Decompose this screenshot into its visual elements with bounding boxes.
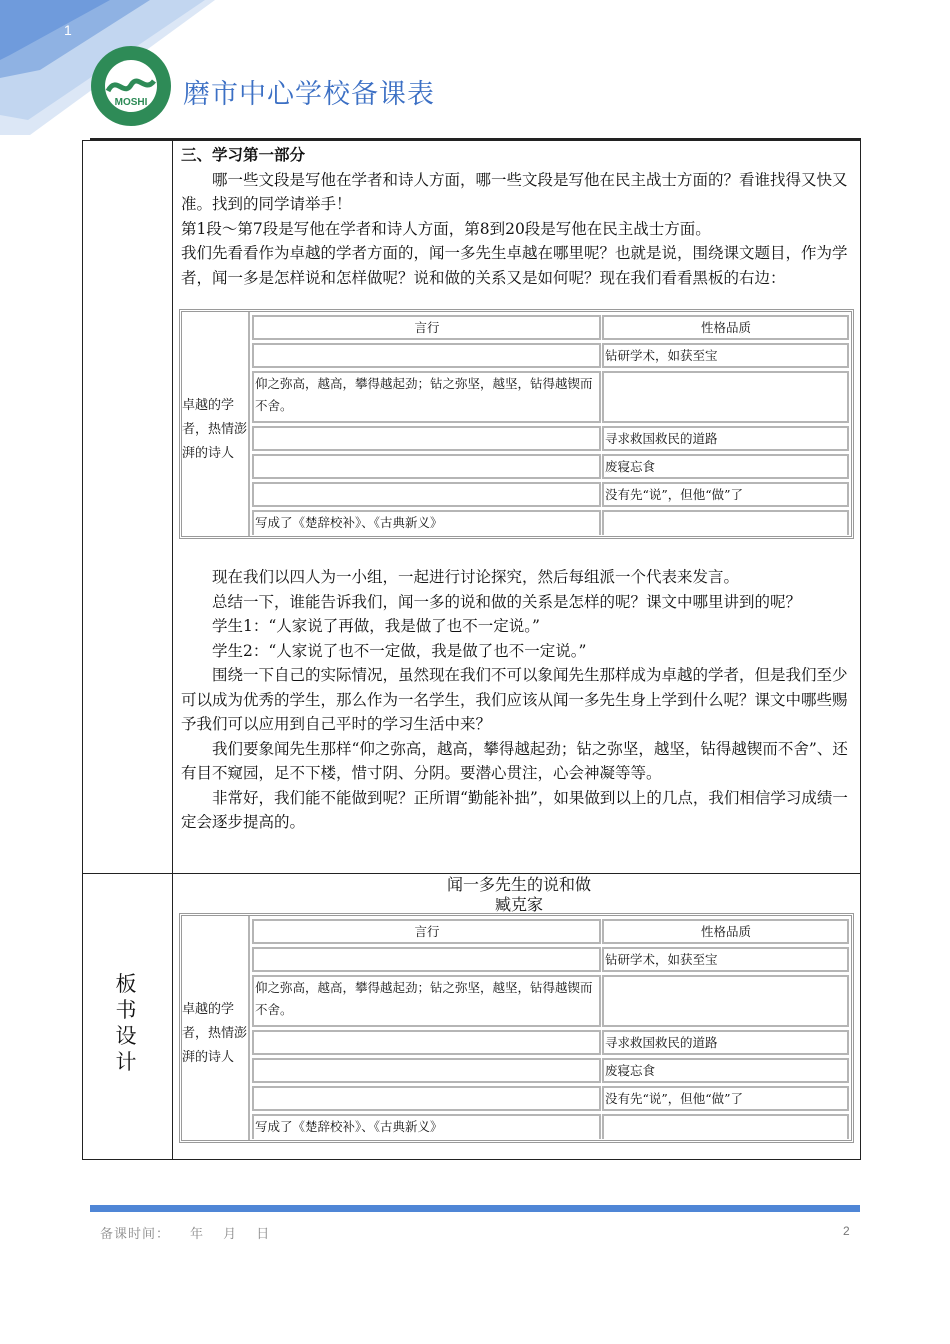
paragraph: 我们要象闻先生那样“仰之弥高，越高，攀得越起劲；钻之弥坚，越坚，钻得越锲而不舍”、还有目不窥园，足不下楼，惜寸阴、分阴。要潜心贯注，心会神凝等等。 — [181, 739, 848, 782]
table-cell: 没有先“说”，但他“做”了 — [602, 482, 849, 507]
table-cell — [252, 426, 601, 451]
table-cell — [252, 1058, 601, 1083]
section-learning-part-one — [181, 143, 857, 290]
footer-prep-time-label: 备课时间： — [100, 1227, 171, 1242]
header-right: 性格品质 — [700, 320, 751, 335]
school-title: 磨市中心学校备课表 — [183, 79, 435, 110]
paragraph: 哪一些文段是写他在学者和诗人方面，哪一些文段是写他在民主战士方面的？看谁找得又快又准。找到的同学请举手！ — [181, 170, 848, 213]
paragraph: 围绕一下自己的实际情况，虽然现在我们不可以象闻先生那样成为卓越的学者，但是我们至少可以成为优秀的学生，那么作为一名学生，我们应该从闻一多先生身上学到什么呢？课文中哪些赐予我们可以应用到自己平时的学习生活中来？ — [181, 666, 848, 733]
board-title-author: 臧克家 — [494, 895, 543, 914]
table-header-cell — [252, 315, 601, 340]
table-cell — [252, 482, 601, 507]
table-cell: 废寝忘食 — [602, 1058, 849, 1083]
board-title-line1: 闻一多先生的说和做 — [446, 875, 591, 894]
table-cell: 写成了《楚辞校补》、《古典新义》 — [252, 1114, 601, 1139]
table-header-cell: 性格品质 — [602, 919, 849, 944]
board-design-label: 板书设计 — [115, 972, 137, 1074]
table-header-cell — [602, 315, 849, 340]
paragraph: 我们先看看作为卓越的学者方面的，闻一多先生卓越在哪里呢？也就是说，围绕课文题目，作为学者，闻一多是怎样说和怎样做呢？说和做的关系又是如何呢？现在我们看看黑板的右边： — [181, 244, 848, 287]
table-cell: 没有先“说”，但他“做”了 — [602, 1086, 849, 1111]
side-label-text: 卓越的学者，热情澎湃的诗人 — [182, 1002, 248, 1065]
analysis-table-side-cell — [182, 312, 250, 536]
table-cell — [602, 1114, 849, 1139]
table-cell — [252, 454, 601, 479]
table-cell: 仰之弥高，越高，攀得越起劲；钻之弥坚，越坚，钻得越锲而不舍。 — [252, 371, 601, 423]
paragraph: 总结一下，谁能告诉我们，闻一多的说和做的关系是怎样的呢？课文中哪里讲到的呢？ — [212, 592, 802, 611]
paragraph: 现在我们以四人为一小组，一起进行讨论探究，然后每组派一个代表来发言。 — [212, 568, 740, 586]
board-table — [179, 913, 854, 1143]
table-cell — [252, 947, 601, 972]
side-label-text: 卓越的学者，热情澎湃的诗人 — [182, 398, 248, 461]
table-row-divider — [83, 873, 860, 874]
footer-bar — [90, 1205, 860, 1212]
table-column-divider — [172, 141, 173, 1159]
table-cell: 废寝忘食 — [602, 454, 849, 479]
table-cell: 仰之弥高，越高，攀得越起劲；钻之弥坚，越坚，钻得越锲而不舍。 — [252, 975, 601, 1027]
table-cell — [602, 510, 849, 535]
table-cell: 寻求救国救民的道路 — [602, 1030, 849, 1055]
table-cell — [602, 371, 849, 423]
section-title: 三、学习第一部分 — [181, 145, 306, 164]
paragraph: 第1段～第7段是写他在学者和诗人方面，第8到20段是写他在民主战士方面。 — [181, 219, 711, 238]
paragraph: 学生2：“人家说了也不一定做，我是做了也不一定说。” — [212, 641, 587, 660]
header-left: 言行 — [414, 320, 440, 335]
school-logo — [90, 45, 172, 127]
lesson-plan-table — [82, 140, 861, 1160]
page-number-bottom: 2 — [843, 1224, 850, 1238]
table-cell: 寻求救国救民的道路 — [602, 426, 849, 451]
board-title — [181, 875, 857, 915]
paragraph: 非常好，我们能不能做到呢？正所谓“勤能补拙”，如果做到以上的几点，我们相信学习成绩一定会逐步提高的。 — [181, 788, 848, 831]
page-number-top: 1 — [64, 22, 72, 38]
table-cell — [252, 343, 601, 368]
table-cell: 钻研学术，如获至宝 — [602, 947, 849, 972]
paragraph: 学生1：“人家说了再做，我是做了也不一定说。” — [212, 617, 540, 635]
table-cell — [602, 975, 849, 1027]
table-header-cell: 言行 — [252, 919, 601, 944]
section-discussion — [181, 565, 857, 835]
analysis-table — [179, 309, 854, 539]
logo-text-mid: MOSHI — [114, 97, 148, 108]
table-cell: 写成了《楚辞校补》、《古典新义》 — [252, 510, 601, 535]
table-cell: 钻研学术，如获至宝 — [602, 343, 849, 368]
footer-date-fields: 年 月 日 — [190, 1227, 270, 1242]
table-cell — [252, 1086, 601, 1111]
table-cell — [252, 1030, 601, 1055]
board-table-side-cell — [182, 916, 250, 1140]
